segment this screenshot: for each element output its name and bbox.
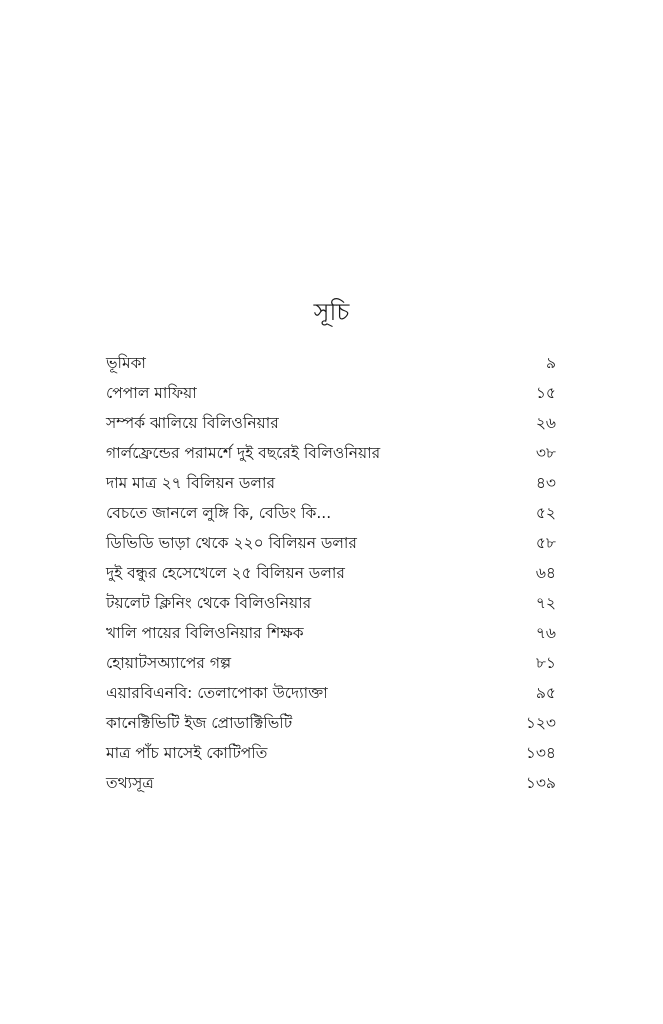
toc-entry-title: দুই বন্ধুর হেসেখেলে ২৫ বিলিয়ন ডলার (106, 564, 345, 582)
toc-entry-page-number: ৭২ (535, 594, 556, 612)
toc-entry-page-number: ৮১ (535, 654, 556, 672)
toc-entry-title: ভূমিকা (106, 354, 146, 372)
toc-entry-page-number: ৫২ (535, 504, 556, 522)
toc-entry-title: খালি পায়ের বিলিওনিয়ার শিক্ষক (106, 624, 304, 642)
toc-entry-title: সম্পর্ক ঝালিয়ে বিলিওনিয়ার (106, 414, 279, 432)
toc-entry-page-number: ১৩৯ (525, 774, 556, 792)
toc-entry-page-number: ৬৪ (535, 564, 556, 582)
toc-entry[interactable] (106, 470, 556, 500)
toc-entry[interactable] (106, 590, 556, 620)
toc-entry-page-number: ১৩৪ (525, 744, 556, 762)
toc-entry-title: দাম মাত্র ২৭ বিলিয়ন ডলার (106, 474, 276, 492)
toc-entry-title: মাত্র পাঁচ মাসেই কোটিপতি (106, 744, 268, 762)
toc-title: সূচি (313, 298, 350, 326)
toc-entry-page-number: ১৫ (535, 384, 556, 402)
toc-entry-page-number: ২৬ (535, 414, 556, 432)
toc-entry[interactable] (106, 440, 556, 470)
toc-entry-page-number: ৫৮ (535, 534, 556, 552)
toc-entry-title: টয়লেট ক্লিনিং থেকে বিলিওনিয়ার (106, 594, 312, 612)
toc-entry[interactable] (106, 710, 556, 740)
toc-entry[interactable] (106, 650, 556, 680)
toc-entry-page-number: ৯ (545, 354, 556, 372)
toc-entry-page-number: ৩৮ (535, 444, 556, 462)
toc-entry-title: গার্লফ্রেন্ডের পরামর্শে দুই বছরেই বিলিওনিয়ার (106, 444, 381, 462)
toc-entry[interactable] (106, 560, 556, 590)
toc-entry[interactable] (106, 680, 556, 710)
toc-entry-title: তথ্যসূত্র (106, 774, 154, 792)
toc-entry-title: হোয়াটসঅ্যাপের গল্প (106, 654, 232, 672)
toc-entry[interactable] (106, 620, 556, 650)
toc-entry[interactable] (106, 740, 556, 770)
toc-entry-title: পেপাল মাফিয়া (106, 384, 197, 402)
toc-entry-title: কানেক্টিভিটি ইজ প্রোডাক্টিভিটি (106, 714, 293, 732)
toc-entry[interactable] (106, 410, 556, 440)
toc-entry-page-number: ৭৬ (535, 624, 556, 642)
toc-entry[interactable] (106, 530, 556, 560)
toc-entry-page-number: ৯৫ (535, 684, 556, 702)
toc-entry-title: এয়ারবিএনবি: তেলাপোকা উদ্যোক্তা (106, 684, 328, 702)
toc-entry-title: বেচতে জানলে লুঙ্গি কি, বেডিং কি... (106, 504, 332, 522)
toc-entry[interactable] (106, 770, 556, 800)
toc-entry-page-number: ১২৩ (525, 714, 556, 732)
toc-entry[interactable] (106, 380, 556, 410)
toc-entry-title: ডিভিডি ভাড়া থেকে ২২০ বিলিয়ন ডলার (106, 534, 357, 552)
table-of-contents (106, 350, 556, 800)
toc-entry[interactable] (106, 350, 556, 380)
toc-entry[interactable] (106, 500, 556, 530)
toc-entry-page-number: ৪৩ (535, 474, 556, 492)
